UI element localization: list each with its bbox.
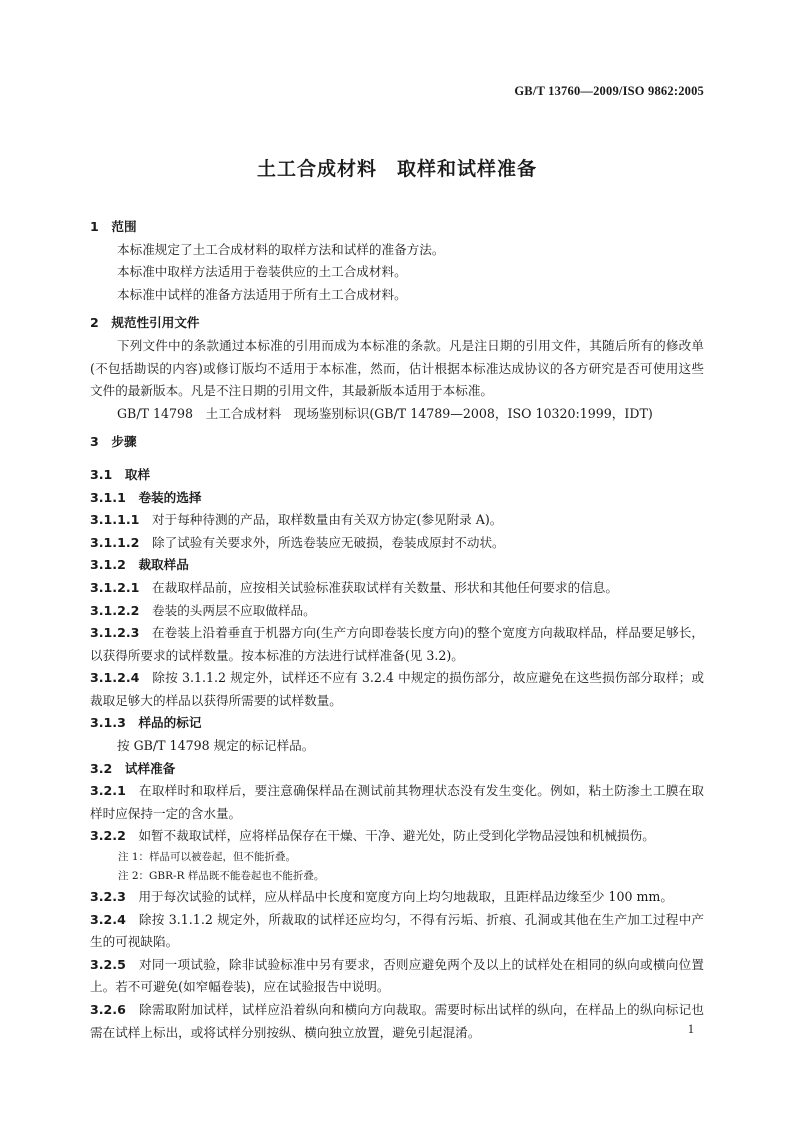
clause-number: 3.1.1.1 (90, 512, 140, 528)
clause-text: 除按 3.1.1.2 规定外，试样还不应有 3.2.4 中规定的损伤部分，故应避免在这些损伤部分取样；或裁取足够大的样品以获得所需要的试样数量。 (90, 670, 705, 708)
document-body (90, 216, 704, 1044)
clause-number: 3.2.2 (90, 828, 126, 844)
clause-text: 除按 3.1.1.2 规定外，所裁取的试样还应均匀，不得有污垢、折痕、孔洞或其他在生产加工过程中产生的可视缺陷。 (90, 911, 704, 950)
section-heading-procedure: 3 步骤 (90, 434, 137, 450)
document-title: 土工合成材料 取样和试样准备 (256, 158, 537, 180)
clause-3-2-3 (90, 886, 704, 909)
clause-heading-sampling: 3.1 取样 (90, 466, 151, 482)
sample-marking-para: 按 GB/T 14798 规定的标记样品。 (117, 738, 315, 754)
clause-3-2-4 (90, 909, 704, 954)
clause-3-1-2-1 (90, 577, 704, 600)
clause-number: 3.1.1.2 (90, 534, 140, 550)
clause-text: 在取样时和取样后，要注意确保样品在测试前其物理状态没有发生变化。例如，粘土防渗土工膜在取样时应保持一定的含水量。 (90, 783, 705, 821)
page-number: 1 (687, 1022, 694, 1036)
reference-item: GB/T 14798 土工合成材料 现场鉴别标识(GB/T 14789—2008，ISO 10320:1999，IDT) (117, 405, 653, 421)
clause-3-2-6 (90, 999, 704, 1044)
clause-3-2-5 (90, 954, 704, 999)
clause-text: 除了试验有关要求外，所选卷装应无破损，卷装成原封不动状。 (152, 534, 505, 550)
clause-3-1-1-1 (90, 509, 704, 532)
clause-3-1-2-4 (90, 667, 704, 712)
standard-code: GB/T 13760—2009/ISO 9862:2005 (514, 84, 704, 98)
scope-para-1: 本标准规定了土工合成材料的取样方法和试样的准备方法。 (117, 241, 445, 257)
note-2: 注 2：GBR-R 样品既不能卷起也不能折叠。 (118, 870, 325, 883)
clause-number: 3.1.2.4 (90, 670, 140, 686)
clause-text: 卷装的头两层不应取做样品。 (152, 602, 316, 618)
clause-3-2-1 (90, 780, 704, 825)
section-heading-scope: 1 范围 (90, 219, 137, 234)
clause-text: 在裁取样品前，应按相关试验标准获取试样有关数量、形状和其他任何要求的信息。 (152, 579, 618, 595)
note-1: 注 1：样品可以被卷起，但不能折叠。 (118, 851, 297, 864)
clause-number: 3.2.1 (90, 783, 126, 799)
clause-heading-roll-selection: 3.1.1 卷装的选择 (90, 489, 202, 505)
clause-number: 3.1.2.1 (90, 579, 140, 595)
clause-3-2-2 (90, 825, 704, 848)
clause-number: 3.1.2.2 (90, 602, 140, 618)
clause-heading-sample-marking: 3.1.3 样品的标记 (90, 715, 202, 731)
clause-number: 3.2.3 (90, 889, 126, 905)
clause-text: 用于每次试验的试样，应从样品中长度和宽度方向上均匀地裁取，且距样品边缘至少 100 mm。 (138, 889, 673, 905)
clause-text: 对于每种待测的产品，取样数量由有关双方协定(参见附录 A)。 (152, 512, 503, 528)
references-para: 下列文件中的条款通过本标准的引用而成为本标准的条款。凡是注日期的引用文件，其随后所有的修改单(不包括勘误的内容)或修订版均不适用于本标准，然而，估计根据本标准达成协议的各方研究是否可使用这些文件的最新版本。凡是不注日期的引用文件，其最新版本适用于本标准。 (90, 337, 704, 399)
clause-number: 3.1.2.3 (90, 625, 140, 641)
clause-number: 3.2.6 (90, 1002, 126, 1017)
clause-heading-cutting-samples: 3.1.2 裁取样品 (90, 557, 189, 573)
scope-para-2: 本标准中取样方法适用于卷装供应的土工合成材料。 (117, 264, 407, 280)
clause-text: 除需取附加试样，试样应沿着纵向和横向方向裁取。需要时标出试样的纵向，在样品上的纵向标记也需在试样上标出，或将试样分别按纵、横向独立放置，避免引起混淆。 (90, 1002, 705, 1040)
section-heading-references: 2 规范性引用文件 (90, 315, 200, 331)
clause-text: 对同一项试验，除非试验标准中另有要求，否则应避免两个及以上的试样处在相同的纵向或横向位置上。若不可避免(如窄幅卷装)，应在试验报告中说明。 (90, 956, 705, 995)
clause-number: 3.2.5 (90, 956, 126, 972)
clause-heading-specimen-prep: 3.2 试样准备 (90, 760, 176, 776)
scope-para-3: 本标准中试样的准备方法适用于所有土工合成材料。 (117, 286, 407, 302)
clause-3-1-2-3 (90, 622, 704, 667)
clause-3-1-2-2 (90, 600, 704, 623)
clause-text: 在卷装上沿着垂直于机器方向(生产方向即卷装长度方向)的整个宽度方向裁取样品，样品要足够长，以获得所要求的试样数量。按本标准的方法进行试样准备(见 3.2)。 (90, 625, 705, 663)
clause-number: 3.2.4 (90, 911, 126, 927)
clause-text: 如暂不裁取试样，应将样品保存在干燥、干净、避光处，防止受到化学物品浸蚀和机械损伤。 (138, 828, 655, 844)
clause-3-1-1-2 (90, 532, 704, 555)
